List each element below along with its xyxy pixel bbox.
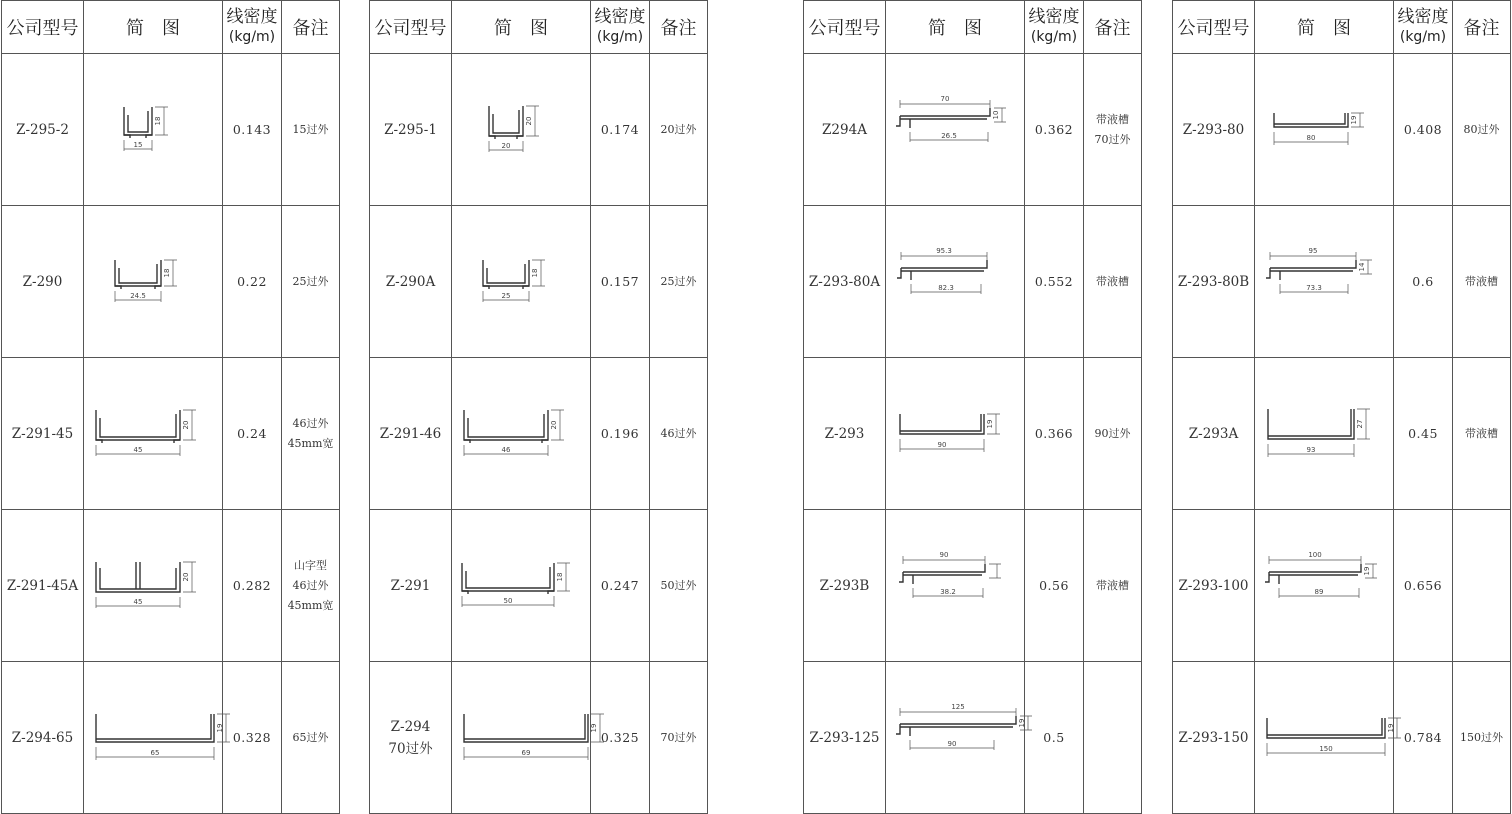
profile-sketch xyxy=(889,550,1021,622)
header-density-unit: (kg/m) xyxy=(228,29,276,45)
profile-sketch xyxy=(452,555,594,617)
note-line: 带液槽 xyxy=(1465,426,1498,440)
density-value: 0.174 xyxy=(591,54,650,206)
header-density xyxy=(1394,1,1453,54)
note-line: 山字型 xyxy=(294,558,327,572)
note-line: 45mm宽 xyxy=(287,598,334,612)
header-density-label: 线密度 xyxy=(1397,7,1449,27)
density-value: 0.24 xyxy=(223,358,282,510)
width-dim: 15 xyxy=(133,140,143,149)
sketch-cell xyxy=(1255,54,1394,206)
sketch-cell xyxy=(84,510,223,662)
profile-sketch xyxy=(1262,103,1386,157)
note-cell xyxy=(1453,662,1511,814)
model-cell xyxy=(2,662,84,814)
model-cell xyxy=(2,510,84,662)
bottom-dim: 73.3 xyxy=(1306,283,1322,292)
note-line: 20过外 xyxy=(660,122,697,136)
header-model: 公司型号 xyxy=(370,1,452,54)
header-row xyxy=(1173,1,1511,54)
model-code: Z-291 xyxy=(390,577,431,594)
note-line: 46过外 xyxy=(292,578,329,592)
sketch-cell xyxy=(452,510,591,662)
note-line: 46过外 xyxy=(660,426,697,440)
density-value: 0.552 xyxy=(1025,206,1084,358)
sketch-cell xyxy=(84,358,223,510)
profile-sketch xyxy=(454,402,588,466)
height-dim: 19 xyxy=(986,419,994,428)
density-value: 0.45 xyxy=(1394,358,1453,510)
density-value: 0.157 xyxy=(591,206,650,358)
note-line: 15过外 xyxy=(292,122,329,136)
header-note: 备注 xyxy=(282,1,340,54)
table-row xyxy=(2,358,340,510)
sketch-cell xyxy=(452,662,598,814)
note-line: 70过外 xyxy=(660,730,697,744)
density-value: 0.196 xyxy=(591,358,650,510)
profile-sketch xyxy=(105,252,201,312)
model-cell xyxy=(370,358,452,510)
model-code: Z-293-80A xyxy=(808,273,881,290)
table-row xyxy=(2,206,340,358)
width-dim: 45 xyxy=(133,597,143,606)
model-code: Z-295-2 xyxy=(16,121,69,138)
sketch-cell xyxy=(886,510,1025,662)
sketch-cell xyxy=(84,662,223,814)
density-value: 0.143 xyxy=(223,54,282,206)
model-cell xyxy=(370,510,452,662)
note-cell xyxy=(650,662,708,814)
note-cell xyxy=(1084,54,1142,206)
sketch-cell xyxy=(1255,662,1394,814)
density-value: 0.408 xyxy=(1394,54,1453,206)
model-cell xyxy=(370,662,452,814)
model-code: Z-293-80 xyxy=(1182,121,1245,138)
table-row xyxy=(1173,358,1511,510)
model-cell xyxy=(1173,510,1255,662)
width-dim: 46 xyxy=(501,445,511,454)
model-cell xyxy=(804,358,886,510)
note-line: 80过外 xyxy=(1463,122,1500,136)
model-code: Z-291-45 xyxy=(11,425,74,442)
model-code: Z-293-125 xyxy=(809,729,880,746)
note-line: 50过外 xyxy=(660,578,697,592)
model-cell xyxy=(1173,206,1255,358)
table-row xyxy=(1173,662,1511,814)
note-cell xyxy=(1084,662,1142,814)
model-code: Z-293B xyxy=(819,577,870,594)
header-density xyxy=(223,1,282,54)
header-model: 公司型号 xyxy=(804,1,886,54)
note-cell xyxy=(282,206,340,358)
model-cell xyxy=(2,206,84,358)
width-dim: 24.5 xyxy=(130,291,146,300)
model-cell xyxy=(804,510,886,662)
width-dim: 45 xyxy=(133,445,143,454)
profile-sketch xyxy=(886,94,1026,166)
sketch-cell xyxy=(84,54,223,206)
model-cell xyxy=(2,54,84,206)
table-row xyxy=(370,510,708,662)
height-dim: 20 xyxy=(182,420,190,429)
header-note: 备注 xyxy=(1084,1,1142,54)
header-density-label: 线密度 xyxy=(226,7,278,27)
model-cell xyxy=(804,206,886,358)
model-cell xyxy=(2,358,84,510)
note-line: 带液槽 xyxy=(1465,274,1498,288)
model-code: Z-291-45A xyxy=(6,577,79,594)
height-dim: 19 xyxy=(1018,718,1026,727)
sketch-cell xyxy=(886,54,1025,206)
width-dim: 65 xyxy=(150,748,160,757)
bottom-dim: 82.3 xyxy=(938,283,954,292)
note-line: 150过外 xyxy=(1460,730,1503,744)
header-density-unit: (kg/m) xyxy=(1030,29,1078,45)
sketch-cell xyxy=(1255,510,1394,662)
note-cell xyxy=(282,358,340,510)
density-value: 0.6 xyxy=(1394,206,1453,358)
top-dim: 70 xyxy=(940,94,950,103)
density-value: 0.328 xyxy=(223,662,282,814)
model-cell xyxy=(1173,54,1255,206)
note-cell xyxy=(282,510,340,662)
note-cell xyxy=(1084,510,1142,662)
density-value: 0.362 xyxy=(1025,54,1084,206)
top-dim: 95 xyxy=(1308,246,1318,255)
header-row xyxy=(804,1,1142,54)
table-row xyxy=(370,206,708,358)
header-density xyxy=(1025,1,1084,54)
header-density-label: 线密度 xyxy=(594,7,646,27)
note-line: 90过外 xyxy=(1094,426,1131,440)
model-code: Z-293A xyxy=(1188,425,1239,442)
note-cell xyxy=(650,358,708,510)
model-cell xyxy=(804,54,886,206)
table-row xyxy=(2,54,340,206)
profile-table-3 xyxy=(803,0,1142,814)
density-value: 0.784 xyxy=(1394,662,1453,814)
height-dim: 19 xyxy=(216,723,224,732)
note-cell xyxy=(1453,206,1511,358)
sketch-cell xyxy=(84,206,223,358)
height-dim: 19 xyxy=(1350,115,1358,124)
header-sketch: 简 图 xyxy=(886,1,1025,54)
sketch-cell xyxy=(886,662,1025,814)
sketch-cell xyxy=(452,358,591,510)
width-dim: 50 xyxy=(503,596,513,605)
table-row xyxy=(804,54,1142,206)
sketch-cell xyxy=(1255,206,1394,358)
bottom-dim: 90 xyxy=(947,739,957,748)
model-code: Z-290A xyxy=(385,273,436,290)
profile-sketch xyxy=(114,99,192,161)
table-row xyxy=(804,206,1142,358)
model-code: Z-294-65 xyxy=(11,729,74,746)
profile-sketch xyxy=(888,404,1022,464)
note-line: 带液槽 xyxy=(1096,274,1129,288)
note-cell xyxy=(650,510,708,662)
sketch-cell xyxy=(452,206,591,358)
model-code: Z294A xyxy=(822,121,867,138)
model-cell xyxy=(370,206,452,358)
width-dim: 25 xyxy=(501,291,511,300)
model-code: Z-293 xyxy=(824,425,865,442)
header-density-unit: (kg/m) xyxy=(1399,29,1447,45)
header-row xyxy=(2,1,340,54)
model-code: Z-293-150 xyxy=(1178,729,1249,746)
profile-sketch xyxy=(1255,550,1397,622)
density-value: 0.366 xyxy=(1025,358,1084,510)
header-density-unit: (kg/m) xyxy=(596,29,644,45)
header-model: 公司型号 xyxy=(1173,1,1255,54)
density-value: 0.5 xyxy=(1025,662,1084,814)
model-code: Z-293-80B xyxy=(1177,273,1250,290)
table-row xyxy=(370,662,708,814)
model-cell xyxy=(370,54,452,206)
model-code: Z-294 xyxy=(390,718,431,735)
header-note: 备注 xyxy=(650,1,708,54)
note-line: 25过外 xyxy=(660,274,697,288)
model-cell xyxy=(804,662,886,814)
height-dim: 20 xyxy=(550,420,558,429)
note-cell xyxy=(1453,358,1511,510)
note-line: 45mm宽 xyxy=(287,436,334,450)
density-value: 0.22 xyxy=(223,206,282,358)
note-cell xyxy=(1084,358,1142,510)
header-model: 公司型号 xyxy=(2,1,84,54)
density-value: 0.656 xyxy=(1394,510,1453,662)
model-code-line2: 70过外 xyxy=(388,740,433,757)
width-dim: 20 xyxy=(501,141,511,150)
note-cell xyxy=(650,54,708,206)
height-dim: 19 xyxy=(590,723,598,732)
profile-sketch xyxy=(86,402,220,466)
table-row xyxy=(804,510,1142,662)
header-sketch: 简 图 xyxy=(84,1,223,54)
height-dim: 18 xyxy=(531,268,539,277)
note-line: 25过外 xyxy=(292,274,329,288)
table-row xyxy=(2,662,340,814)
height-dim: 19 xyxy=(1387,723,1395,732)
profile-sketch xyxy=(479,98,563,162)
header-note: 备注 xyxy=(1453,1,1511,54)
note-cell xyxy=(1453,510,1511,662)
model-cell xyxy=(1173,358,1255,510)
profile-table-1 xyxy=(1,0,340,814)
width-dim: 150 xyxy=(1319,744,1333,753)
table-row xyxy=(2,510,340,662)
profile-table-4 xyxy=(1172,0,1511,814)
height-dim: 18 xyxy=(556,572,564,581)
density-value: 0.325 xyxy=(591,662,650,814)
bottom-dim: 26.5 xyxy=(941,131,957,140)
note-cell xyxy=(282,54,340,206)
table-row xyxy=(804,662,1142,814)
model-cell xyxy=(1173,662,1255,814)
height-dim: 27 xyxy=(1356,419,1364,428)
note-line: 70过外 xyxy=(1094,132,1131,146)
note-cell xyxy=(1084,206,1142,358)
height-dim: 18 xyxy=(163,268,171,277)
table-row xyxy=(1173,54,1511,206)
top-dim: 95.3 xyxy=(936,246,952,255)
table-row xyxy=(804,358,1142,510)
header-density xyxy=(591,1,650,54)
sketch-cell xyxy=(1255,358,1394,510)
model-code: Z-290 xyxy=(22,273,63,290)
table-row xyxy=(370,54,708,206)
density-value: 0.56 xyxy=(1025,510,1084,662)
density-value: 0.282 xyxy=(223,510,282,662)
note-line: 带液槽 xyxy=(1096,578,1129,592)
note-cell xyxy=(1453,54,1511,206)
profile-sketch xyxy=(473,252,569,312)
header-density-label: 线密度 xyxy=(1028,7,1080,27)
table-row xyxy=(370,358,708,510)
bottom-dim: 38.2 xyxy=(940,587,956,596)
top-dim: 125 xyxy=(951,702,965,711)
header-sketch: 简 图 xyxy=(1255,1,1394,54)
table-row xyxy=(1173,206,1511,358)
sketch-cell xyxy=(452,54,591,206)
header-sketch: 简 图 xyxy=(452,1,591,54)
note-line: 46过外 xyxy=(292,416,329,430)
note-cell xyxy=(650,206,708,358)
top-dim: 90 xyxy=(939,550,949,559)
width-dim: 93 xyxy=(1306,445,1316,454)
width-dim: 90 xyxy=(937,440,947,449)
model-code: Z-295-1 xyxy=(384,121,437,138)
profile-sketch xyxy=(86,554,220,618)
note-cell xyxy=(282,662,340,814)
header-row xyxy=(370,1,708,54)
top-dim: 100 xyxy=(1308,550,1322,559)
profile-sketch xyxy=(887,246,1023,318)
height-dim: 10 xyxy=(992,110,1000,119)
height-dim: 18 xyxy=(154,116,162,125)
bottom-dim: 89 xyxy=(1314,587,1324,596)
width-dim: 69 xyxy=(521,748,531,757)
width-dim: 80 xyxy=(1306,133,1316,142)
height-dim: 14 xyxy=(1358,262,1366,271)
height-dim: 20 xyxy=(525,116,533,125)
profile-sketch xyxy=(1256,399,1392,469)
note-line: 65过外 xyxy=(292,730,329,744)
height-dim: 20 xyxy=(182,572,190,581)
sketch-cell xyxy=(886,206,1025,358)
profile-sketch xyxy=(1256,246,1392,318)
note-line: 带液槽 xyxy=(1096,112,1129,126)
model-code: Z-293-100 xyxy=(1178,577,1249,594)
height-dim: 19 xyxy=(1363,566,1371,575)
sketch-cell xyxy=(886,358,1025,510)
profile-table-2 xyxy=(369,0,708,814)
density-value: 0.247 xyxy=(591,510,650,662)
model-code: Z-291-46 xyxy=(379,425,442,442)
table-row xyxy=(1173,510,1511,662)
